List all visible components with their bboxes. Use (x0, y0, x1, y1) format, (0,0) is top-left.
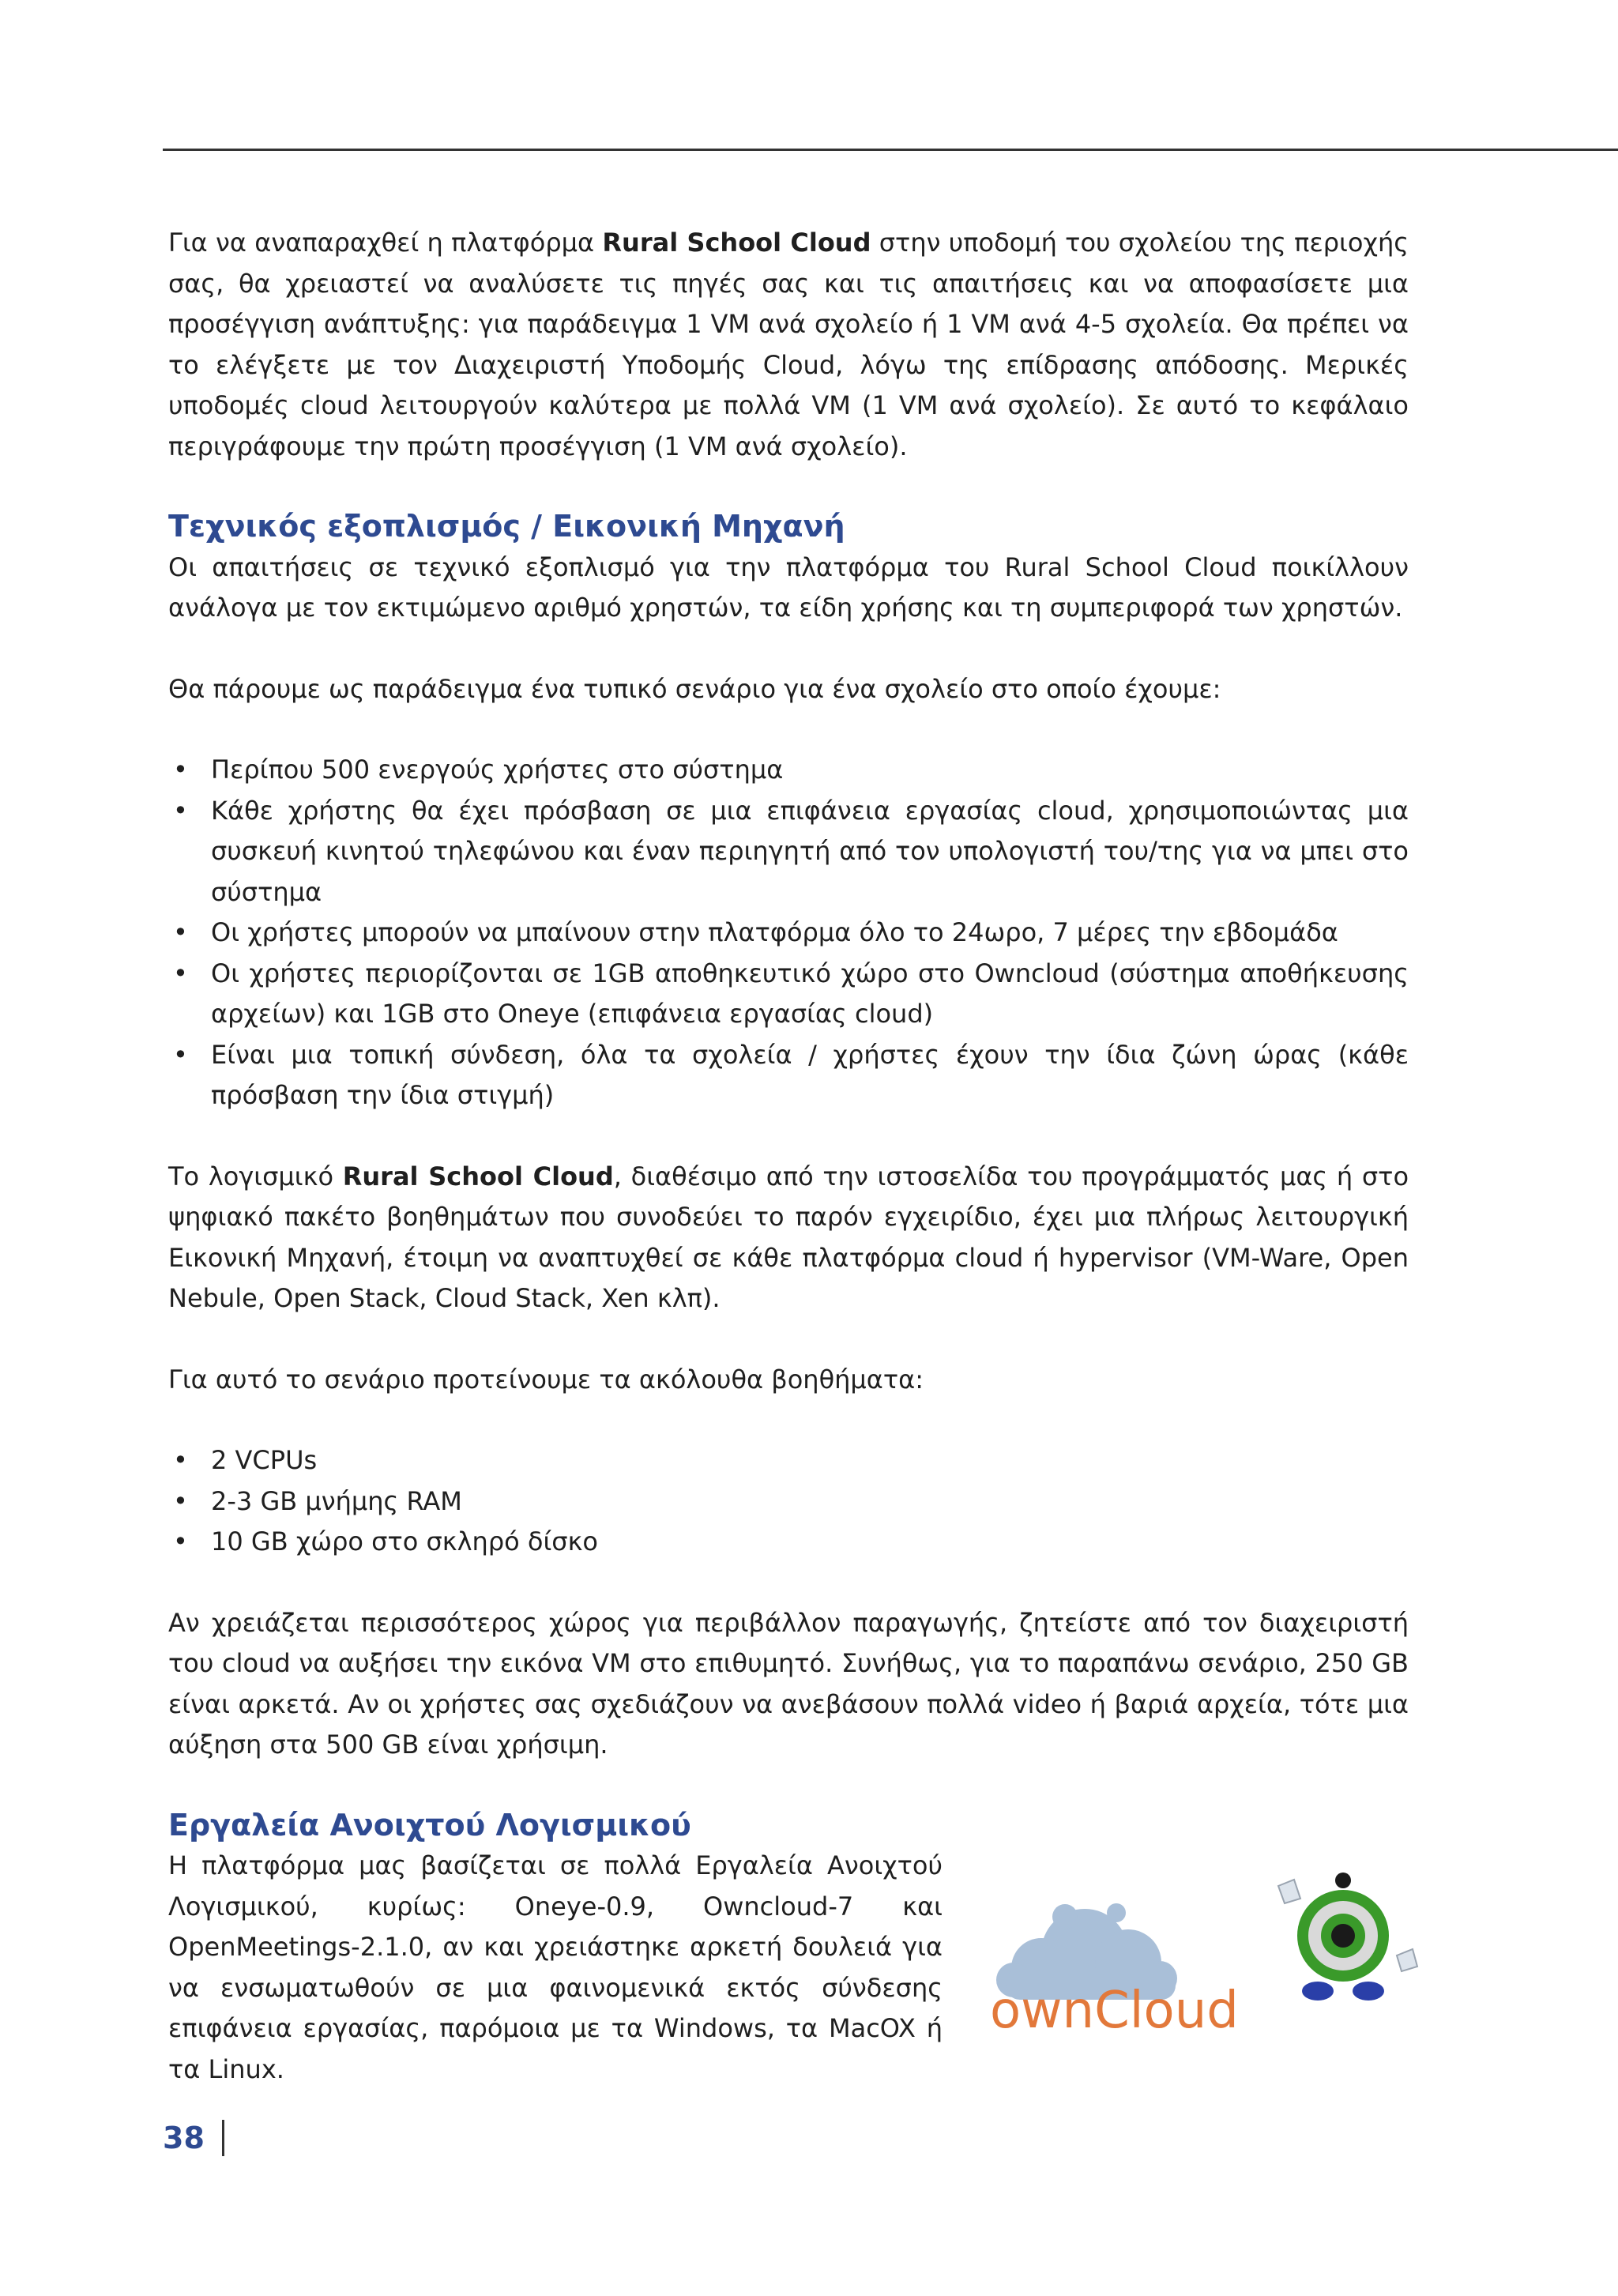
specs-intro-paragraph: Για αυτό το σενάριο προτείνουμε τα ακόλουθα βοηθήματα: (168, 1364, 924, 1395)
tools-section (168, 1846, 1409, 2090)
bullet-icon: • (173, 958, 188, 988)
bullet-icon: • (173, 755, 188, 785)
list-item: • 10 GB χώρο στο σκληρό δίσκο (168, 1522, 1409, 1563)
header-rule (163, 149, 1618, 151)
scenario-list (168, 750, 1409, 1116)
software-paragraph: Το λογισμικό Rural School Cloud, διαθέσιμο από την ιστοσελίδα του προγράμματός μας ή στο ψηφιακό πακέτο βοηθημάτων που συνοδεύει το παρόν εγχειρίδιο, έχει μια πλήρως λειτουργική Εικονική Μηχανή, έτοιμη να αναπτυχθεί σε κάθε πλατφόρμα cloud ή hypervisor (VM-Ware, Open Nebule, Open Stack, Cloud Stack, Xen κλπ). (168, 1161, 1409, 1313)
list-item: • Είναι μια τοπική σύνδεση, όλα τα σχολεία / χρήστες έχουν την ίδια ζώνη ώρας (κάθε πρόσβαση την ίδια στιγμή) (168, 1035, 1409, 1116)
footer-divider (222, 2120, 224, 2156)
scenario-intro-paragraph: Θα πάρουμε ως παράδειγμα ένα τυπικό σενάριο για ένα σχολείο στο οποίο έχουμε: (168, 673, 1221, 704)
bullet-icon: • (173, 795, 188, 826)
storage-paragraph: Αν χρειάζεται περισσότερος χώρος για περιβάλλον παραγωγής, ζητείστε από τον διαχειριστή του cloud να αυξήσει την εικόνα VM στο επιθυμητό. Συνήθως, για το παραπάνω σενάριο, 250 GB είναι αρκετά. Αν οι χρήστες σας σχεδιάζουν να ανεβάσουν πολλά video ή βαριά αρχεία, τότε μια αύξηση στα 500 GB είναι χρήσιμη. (168, 1607, 1409, 1760)
tools-heading: Εργαλεία Ανοιχτού Λογισμικού (168, 1807, 691, 1842)
list-item: • Οι χρήστες μπορούν να μπαίνουν στην πλατφόρμα όλο το 24ωρο, 7 μέρες την εβδομάδα (168, 913, 1409, 954)
bullet-icon: • (173, 1039, 188, 1070)
hardware-requirements-paragraph: Οι απαιτήσεις σε τεχνικό εξοπλισμό για την πλατφόρμα του Rural School Cloud ποικίλλουν ανάλογα με τον εκτιμώμενο αριθμό χρηστών, τα είδη χρήσης και τη συμπεριφορά των χρηστών. (168, 551, 1409, 623)
list-item: • 2-3 GB μνήμης RAM (168, 1481, 1409, 1523)
oneye-logo-icon (1264, 1861, 1422, 2003)
intro-paragraph: Για να αναπαραχθεί η πλατφόρμα Rural School Cloud στην υποδομή του σχολείου της περιοχής σας, θα χρειαστεί να αναλύσετε τις πηγές σας και τις απαιτήσεις και να αποφασίσετε μια προσέγγιση ανάπτυξης: για παράδειγμα 1 VM ανά σχολείο ή 1 VM ανά 4-5 σχολεία. Θα πρέπει να το ελέγξετε με τον Διαχειριστή Υποδομής Cloud, λόγω της επίδρασης απόδοσης. Μερικές υποδομές cloud λειτουργούν καλύτερα με πολλά VM (1 VM ανά σχολείο). Σε αυτό το κεφάλαιο περιγράφουμε την πρώτη προσέγγιση (1 VM ανά σχολείο). (168, 228, 1409, 461)
bullet-icon: • (173, 1526, 188, 1556)
page-number: 38 (163, 2121, 205, 2155)
software-product-name: Rural School Cloud (342, 1161, 614, 1191)
bullet-icon: • (173, 1485, 188, 1516)
owncloud-wordmark: ownCloud (990, 1982, 1239, 2040)
bullet-icon: • (173, 1445, 188, 1475)
page-body (168, 223, 1409, 2090)
list-item: • Οι χρήστες περιορίζονται σε 1GB αποθηκευτικό χώρο στο Owncloud (σύστημα αποθήκευσης αρχείων) και 1GB στο Oneye (επιφάνεια εργασίας cloud) (168, 954, 1409, 1035)
list-item: • Περίπου 500 ενεργούς χρήστες στο σύστημα (168, 750, 1409, 791)
tools-paragraph: Η πλατφόρμα μας βασίζεται σε πολλά Εργαλεία Ανοιχτού Λογισμικού, κυρίως: Oneye-0.9, Owncloud-7 και OpenMeetings-2.1.0, αν και χρειάστηκε αρκετή δουλειά για να ενσωματωθούν σε μια φαινομενικά εκτός σύνδεσης επιφάνεια εργασίας, παρόμοια με τα Windows, τα MacOX ή τα Linux. (168, 1850, 943, 2084)
list-item: • 2 VCPUs (168, 1440, 1409, 1481)
intro-product-name: Rural School Cloud (602, 228, 871, 258)
specs-list (168, 1440, 1409, 1563)
list-item: • Κάθε χρήστης θα έχει πρόσβαση σε μια επιφάνεια εργασίας cloud, χρησιμοποιώντας μια συσκευή κινητού τηλεφώνου και έναν περιηγητή από τον υπολογιστή του/της για να μπει στο σύστημα (168, 791, 1409, 913)
page-footer (163, 2120, 224, 2156)
bullet-icon: • (173, 917, 188, 947)
hardware-heading: Τεχνικός εξοπλισμός / Εικονική Μηχανή (168, 509, 845, 544)
